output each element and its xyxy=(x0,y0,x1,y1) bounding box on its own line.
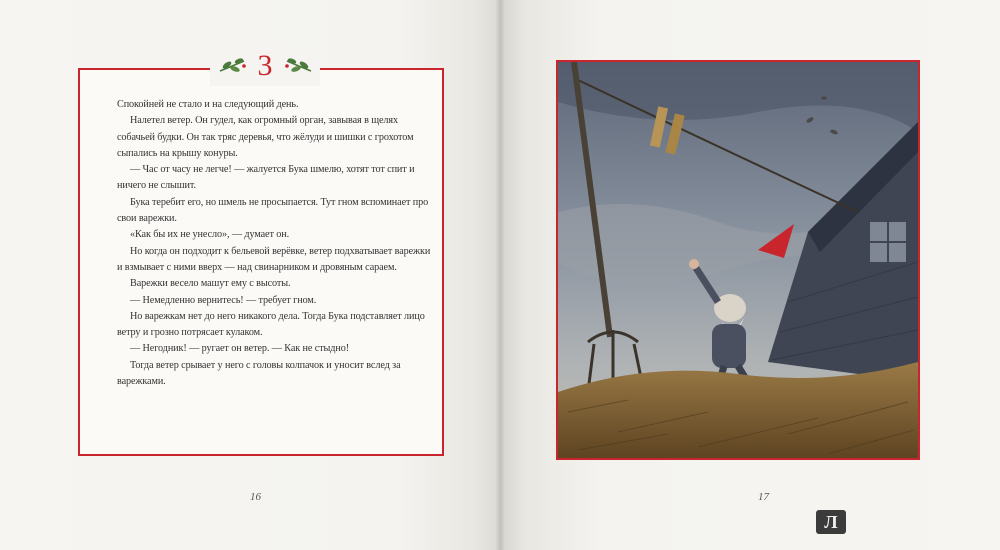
page-number-right: 17 xyxy=(758,491,769,503)
illustration xyxy=(556,60,920,460)
paragraph: — Немедленно вернитесь! — требует гном. xyxy=(130,294,317,306)
paragraph: Бука теребит его, но шмель не просыпается. Тут гном вспоминает про свои варежки. xyxy=(117,196,429,225)
paragraph: Налетел ветер. Он гудел, как огромный орган, завывая в щелях собачьей будки. Он так тряс деревья, что жёлуди и шишки с грохотом сыпались на крышу конуры. xyxy=(117,115,414,159)
holly-sprig-right-icon xyxy=(283,55,313,77)
chapter-text xyxy=(117,97,435,390)
book-gutter xyxy=(496,0,504,550)
paragraph: Но когда он подходит к бельевой верёвке, ветер подхватывает варежки и взмывает с ними вверх — над свинарником и дровяным сараем. xyxy=(117,245,431,273)
holly-sprig-left-icon xyxy=(218,55,248,77)
watermark-letter: Л xyxy=(824,511,838,532)
chapter-number: 3 xyxy=(257,49,273,82)
gnom-wind-illustration xyxy=(558,62,918,458)
page-number-left: 16 xyxy=(250,491,261,503)
paragraph: Но варежкам нет до него никакого дела. Тогда Бука подставляет лицо ветру и грозно потрясает кулаком. xyxy=(117,310,425,339)
paragraph: — Час от часу не легче! — жалуется Бука шмелю, хотят тот спит и ничего не слышит. xyxy=(117,164,415,192)
paragraph: Тогда ветер срывает у него с головы колпачок и уносит вслед за варежками. xyxy=(117,359,401,388)
paragraph: Спокойней не стало и на следующий день. xyxy=(117,99,299,110)
labirint-watermark-icon xyxy=(816,510,846,534)
paragraph: Варежки весело машут ему с высоты. xyxy=(130,278,291,290)
paragraph: «Как бы их не унесло», — думает он. xyxy=(130,229,290,241)
paragraph: — Негодник! — ругает он ветер. — Как не стыдно! xyxy=(130,343,350,355)
chapter-heading xyxy=(210,46,320,86)
